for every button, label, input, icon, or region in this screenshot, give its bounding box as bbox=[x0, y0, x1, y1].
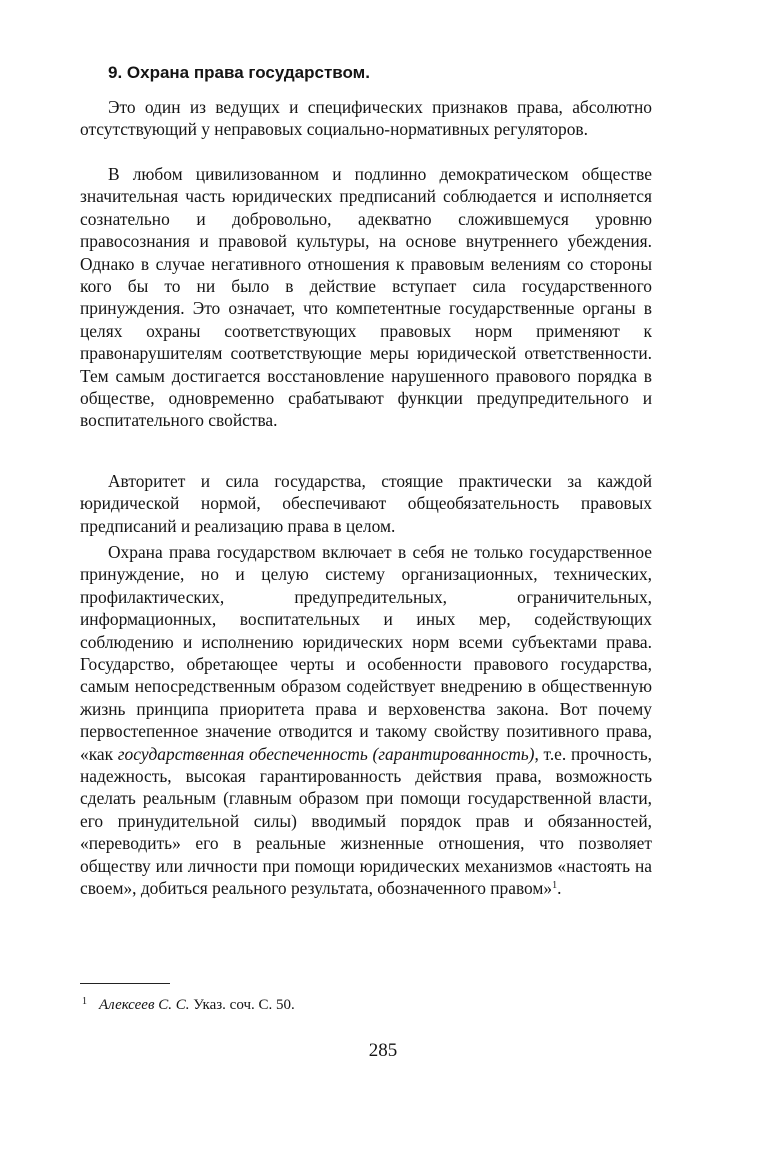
section-heading: 9. Охрана права государством. bbox=[108, 63, 370, 82]
footnote-author: Алексеев С. С. bbox=[99, 997, 190, 1013]
paragraph-4-part-1: Охрана права государством включает в себя не только государственное принуждение, но и целую систему организационных, технических, профилактических, предупредительных, ограничительных, информационных, воспитательных и иных мер, содействующих соблюдению и исполнению юридических норм всеми субъектами права. Государство, обретающее черты и особенности правового государства, самым непосредственным образом содействует внедрению в общественную жизнь принципа приоритета права и верховенства закона. Вот почему первостепенное значение отводится и такому свойству позитивного права, «как bbox=[80, 542, 652, 764]
paragraph-4-emphasis: государственная обеспеченность (гарантированность) bbox=[117, 743, 535, 764]
footnote-divider bbox=[80, 983, 170, 984]
paragraph-2 bbox=[80, 163, 652, 432]
page-number: 285 bbox=[368, 1040, 398, 1061]
footnote bbox=[82, 992, 642, 1015]
paragraph-4 bbox=[80, 541, 652, 900]
footnote-marker: 1 bbox=[82, 996, 87, 1007]
paragraph-4-part-2: , т.е. прочность, надежность, высокая гарантированность действия права, возможность сделать реальным (главным образом при помощи государственной власти, его принудительной силы) вводимый порядок прав и обязанностей, «переводить» его в реальные жизненные отношения, что позволяет обществу или личности при помощи юридических механизмов «настоять на своем», добиться реального результата, обозначенного правом» bbox=[80, 743, 652, 899]
footnote-reference: 1 bbox=[552, 880, 558, 892]
footnote-source: Указ. соч. С. 50. bbox=[189, 997, 295, 1013]
paragraph-4-end: . bbox=[557, 878, 562, 899]
paragraph-3-text: Авторитет и сила государства, стоящие практически за каждой юридической нормой, обеспечивают общеобязательность правовых предписаний и реализацию права в целом. bbox=[80, 471, 652, 536]
paragraph-1 bbox=[80, 96, 652, 141]
paragraph-1-text: Это один из ведущих и специфических признаков права, абсолютно отсутствующий у неправовых социально-нормативных регуляторов. bbox=[80, 97, 652, 140]
paragraph-3 bbox=[80, 470, 652, 537]
paragraph-2-text: В любом цивилизованном и подлинно демократическом обществе значительная часть юридических предписаний соблюдается и исполняется сознательно и добровольно, адекватно сложившемуся уровню правосознания и правовой культуры, на основе внутреннего убеждения. Однако в случае негативного отношения к правовым велениям со стороны кого бы то ни было в действие вступает сила государственного принуждения. Это означает, что компетентные государственные органы в целях охраны соответствующих правовых норм применяют к правонарушителям соответствующие меры юридической ответственности. Тем самым достигается восстановление нарушенного правового порядка в обществе, одновременно срабатывают функции предупредительного и воспитательного свойства. bbox=[80, 164, 652, 431]
paragraph-4-text bbox=[80, 541, 652, 900]
